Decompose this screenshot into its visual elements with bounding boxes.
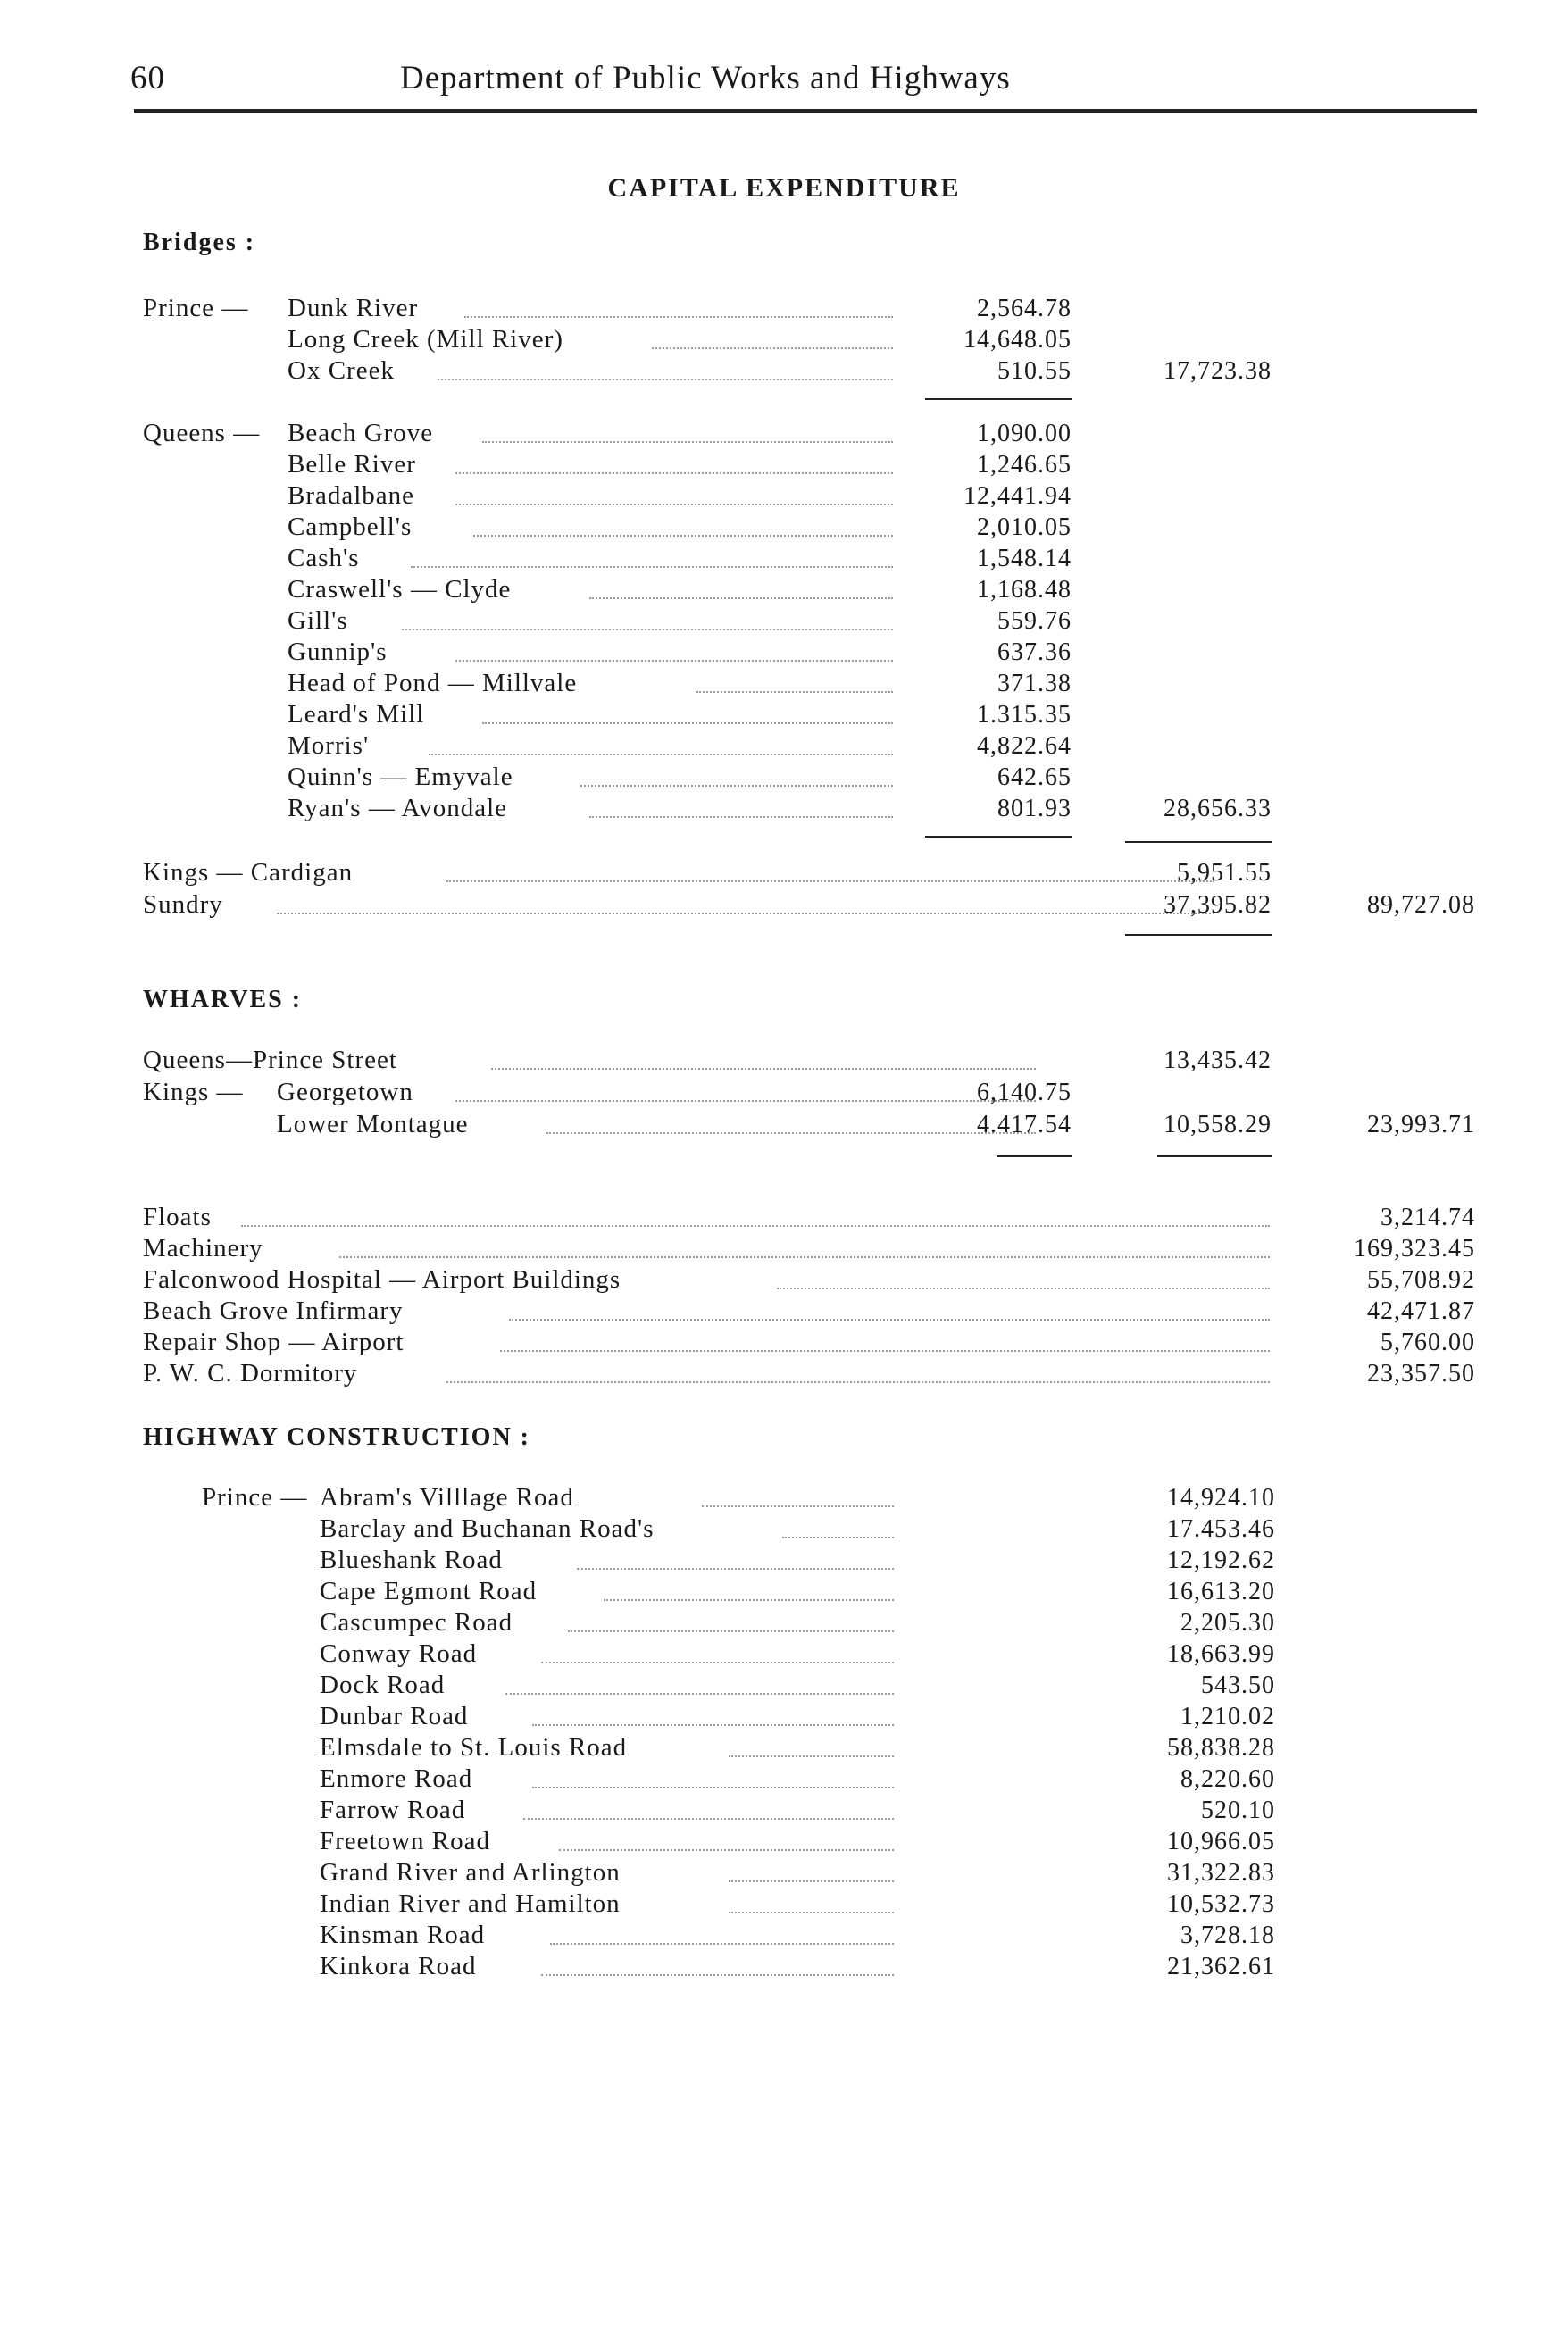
leader-dots [455, 472, 893, 474]
highway-heading: HIGHWAY CONSTRUCTION : [143, 1423, 530, 1451]
row-amount: 5,760.00 [1380, 1329, 1475, 1356]
row-label: Abram's Villlage Road [320, 1483, 574, 1512]
leader-dots [429, 754, 893, 755]
bridges-col2-rule-top [1125, 841, 1272, 843]
row-amount: 14,648.05 [963, 326, 1072, 354]
row-amount: 16,613.20 [1167, 1578, 1275, 1605]
wharves-col2-rule [1157, 1155, 1272, 1157]
leader-dots [577, 1568, 894, 1570]
row-label: Beach Grove Infirmary [143, 1296, 404, 1325]
row-amount: 42,471.87 [1367, 1297, 1475, 1325]
row-amount: 8,220.60 [1180, 1765, 1275, 1793]
row-label: Barclay and Buchanan Road's [320, 1514, 655, 1543]
row-amount: 559.76 [997, 607, 1072, 635]
row-label: Dunbar Road [320, 1702, 469, 1730]
row-amount: 637.36 [997, 638, 1072, 666]
row-label: Enmore Road [320, 1764, 473, 1793]
leader-dots [589, 816, 893, 818]
leader-dots [729, 1912, 894, 1913]
row-label: Cascumpec Road [320, 1608, 513, 1637]
leader-dots [652, 347, 893, 349]
row-label: Elmsdale to St. Louis Road [320, 1733, 628, 1762]
row-label: Bradalbane [288, 481, 415, 510]
row-label: P. W. C. Dormitory [143, 1359, 358, 1388]
page-header-title: Department of Public Works and Highways [400, 60, 1011, 96]
prince-subtotal: 17,723.38 [1163, 357, 1272, 385]
row-amount: 510.55 [997, 357, 1072, 385]
row-amount: 17.453.46 [1167, 1515, 1275, 1543]
row-amount: 3,214.74 [1380, 1204, 1475, 1231]
leader-dots [541, 1974, 894, 1976]
row-amount: 371.38 [997, 670, 1072, 697]
row-amount: 801.93 [997, 795, 1072, 822]
leader-dots [464, 316, 893, 318]
row-label: Beach Grove [288, 419, 434, 447]
row-amount: 58,838.28 [1167, 1734, 1275, 1762]
row-amount: 18,663.99 [1167, 1640, 1275, 1668]
row-amount: 1.315.35 [977, 701, 1072, 729]
wharves-total: 23,993.71 [1367, 1111, 1475, 1138]
leader-dots [604, 1599, 894, 1601]
row-amount: 1,548.14 [977, 545, 1072, 572]
row-label: Sundry [143, 890, 223, 919]
wharves-heading: WHARVES : [143, 986, 303, 1013]
row-amount: 169,323.45 [1354, 1235, 1475, 1263]
queens-subtotal: 28,656.33 [1163, 795, 1272, 822]
leader-dots [580, 785, 893, 787]
leader-dots [782, 1537, 894, 1538]
leader-dots [546, 1132, 1036, 1134]
row-amount: 1,168.48 [977, 576, 1072, 604]
row-label: Quinn's — Emyvale [288, 763, 513, 791]
row-amount: 31,322.83 [1167, 1859, 1275, 1887]
row-label: Gill's [288, 606, 348, 635]
row-label: Indian River and Hamilton [320, 1889, 621, 1918]
leader-dots [541, 1662, 894, 1663]
row-amount: 5,951.55 [1177, 859, 1272, 887]
leader-dots [729, 1755, 894, 1757]
row-amount: 10,966.05 [1167, 1828, 1275, 1855]
row-amount: 10,532.73 [1167, 1890, 1275, 1918]
row-label: Grand River and Arlington [320, 1858, 621, 1887]
row-label: Repair Shop — Airport [143, 1328, 405, 1356]
leader-dots [277, 913, 1214, 914]
row-label: Dock Road [320, 1671, 446, 1699]
row-label: Campbell's [288, 513, 413, 541]
row-amount: 4,822.64 [977, 732, 1072, 760]
row-amount: 14,924.10 [1167, 1484, 1275, 1512]
row-amount: 2,205.30 [1180, 1609, 1275, 1637]
main-title: CAPITAL EXPENDITURE [607, 173, 961, 203]
leader-dots [402, 629, 893, 630]
row-amount: 12,192.62 [1167, 1546, 1275, 1574]
row-label: Head of Pond — Millvale [288, 669, 578, 697]
row-label: Farrow Road [320, 1796, 466, 1824]
leader-dots [339, 1256, 1270, 1258]
bridges-heading: Bridges : [143, 229, 256, 256]
row-amount: 1,090.00 [977, 420, 1072, 447]
row-amount: 1,246.65 [977, 451, 1072, 479]
row-amount: 37,395.82 [1163, 891, 1272, 919]
wharves-col1-rule [997, 1155, 1072, 1157]
row-amount: 543.50 [1201, 1672, 1275, 1699]
leader-dots [482, 441, 893, 443]
row-label: Craswell's — Clyde [288, 575, 512, 604]
row-label: Queens—Prince Street [143, 1046, 397, 1074]
leader-dots [446, 1381, 1270, 1383]
row-label: Kinsman Road [320, 1921, 486, 1949]
row-amount: 23,357.50 [1367, 1360, 1475, 1388]
leader-dots [532, 1787, 894, 1788]
row-amount: 6,140.75 [977, 1079, 1072, 1106]
leader-dots [702, 1505, 894, 1507]
row-amount: 21,362.61 [1167, 1953, 1275, 1980]
county-label: Prince — [143, 294, 249, 322]
leader-dots [509, 1319, 1270, 1321]
row-label: Kinkora Road [320, 1952, 477, 1980]
row-label: Lower Montague [277, 1110, 469, 1138]
leader-dots [500, 1350, 1270, 1352]
page-number: 60 [130, 60, 165, 96]
row-label: Long Creek (Mill River) [288, 325, 563, 354]
bridges-col2-rule-bottom [1125, 934, 1272, 936]
row-label: Floats [143, 1203, 212, 1231]
wharves-kings-subtotal: 10,558.29 [1163, 1111, 1272, 1138]
row-amount: 12,441.94 [963, 482, 1072, 510]
leader-dots [455, 504, 893, 505]
leader-dots [696, 691, 893, 693]
row-label: Falconwood Hospital — Airport Buildings [143, 1265, 621, 1294]
row-label: Kings — Cardigan [143, 858, 354, 887]
leader-dots [729, 1880, 894, 1882]
leader-dots [455, 660, 893, 662]
county-label: Prince — [202, 1483, 308, 1512]
row-label: Leard's Mill [288, 700, 425, 729]
leader-dots [491, 1068, 1036, 1070]
leader-dots [777, 1288, 1270, 1289]
row-label: Morris' [288, 731, 370, 760]
row-label: Gunnip's [288, 638, 388, 666]
leader-dots [532, 1724, 894, 1726]
leader-dots [482, 722, 893, 724]
header-rule [134, 109, 1477, 113]
leader-dots [411, 566, 893, 568]
row-label: Freetown Road [320, 1827, 490, 1855]
leader-dots [550, 1943, 894, 1945]
row-label: Cape Egmont Road [320, 1577, 538, 1605]
row-label: Belle River [288, 450, 416, 479]
leader-dots [241, 1225, 1270, 1227]
leader-dots [455, 1100, 1036, 1102]
row-amount: 1,210.02 [1180, 1703, 1275, 1730]
leader-dots [568, 1630, 894, 1632]
leader-dots [473, 535, 893, 537]
row-label: Blueshank Road [320, 1546, 503, 1574]
row-amount: 642.65 [997, 763, 1072, 791]
row-label: Cash's [288, 544, 360, 572]
row-amount: 55,708.92 [1367, 1266, 1475, 1294]
prince-subtotal-rule [925, 398, 1072, 400]
county-label: Queens — [143, 419, 261, 447]
leader-dots [523, 1818, 894, 1820]
bridges-total: 89,727.08 [1367, 891, 1475, 919]
leader-dots [446, 880, 1214, 882]
row-amount: 4.417.54 [977, 1111, 1072, 1138]
row-label: Ryan's — Avondale [288, 794, 508, 822]
county-label: Kings — [143, 1078, 244, 1106]
row-label: Ox Creek [288, 356, 395, 385]
row-label: Dunk River [288, 294, 419, 322]
row-amount: 2,564.78 [977, 295, 1072, 322]
row-label: Georgetown [277, 1078, 413, 1106]
leader-dots [505, 1693, 894, 1695]
leader-dots [559, 1849, 894, 1851]
row-amount: 13,435.42 [1163, 1046, 1272, 1074]
leader-dots [438, 379, 893, 380]
row-amount: 3,728.18 [1180, 1922, 1275, 1949]
leader-dots [589, 597, 893, 599]
row-label: Machinery [143, 1234, 263, 1263]
row-amount: 2,010.05 [977, 513, 1072, 541]
queens-subtotal-rule [925, 836, 1072, 838]
row-amount: 520.10 [1201, 1797, 1275, 1824]
row-label: Conway Road [320, 1639, 478, 1668]
